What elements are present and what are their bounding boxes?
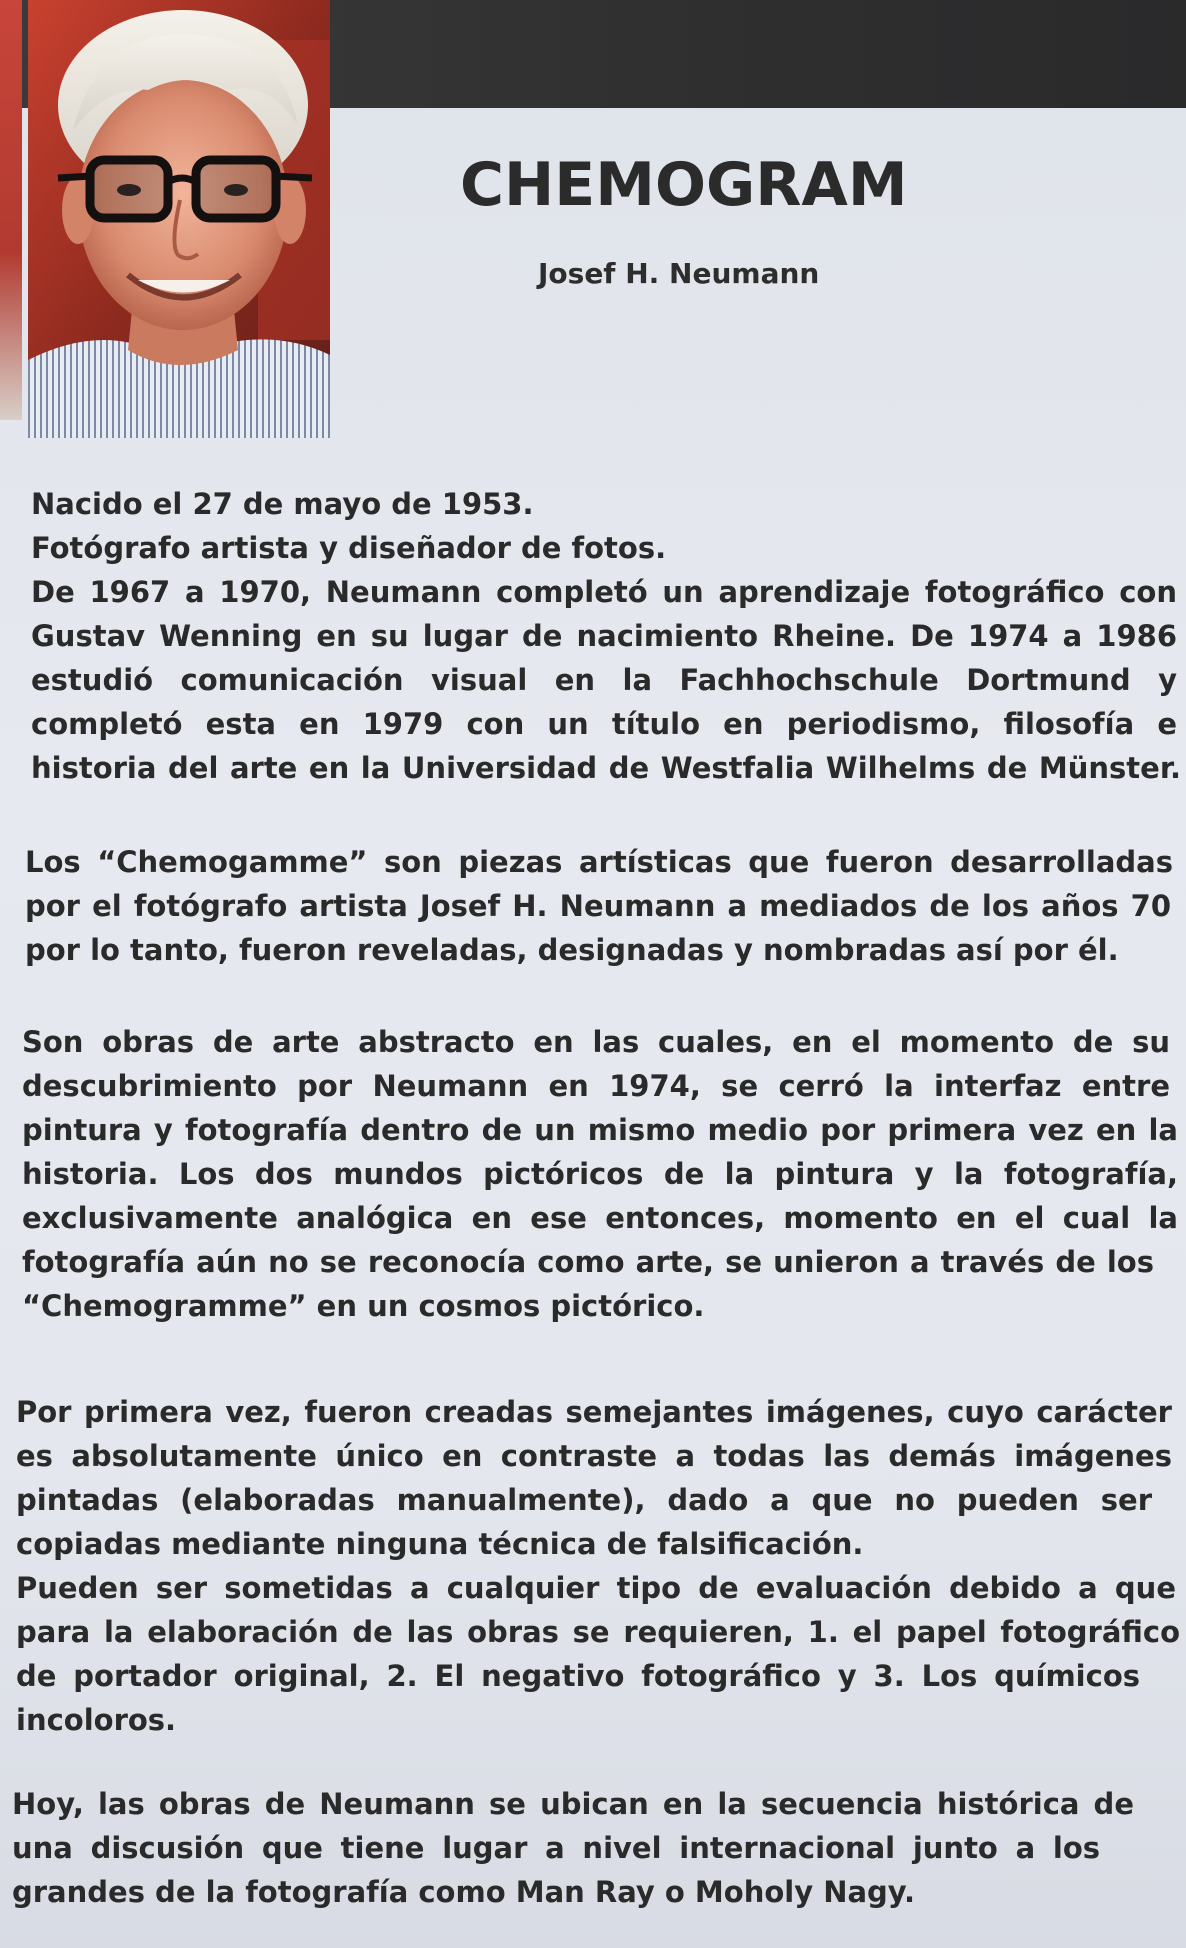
unique-line: pintadas (elaboradas manualmente), dado a que no pueden ser — [16, 1483, 1152, 1517]
abstract-line: exclusivamente analógica en ese entonces, momento en el cual la — [22, 1201, 1178, 1235]
unique-line: Pueden ser sometidas a cualquier tipo de evaluación debido a que — [16, 1571, 1176, 1605]
abstract-line: Son obras de arte abstracto en las cuales, en el momento de su — [22, 1025, 1170, 1059]
bio-paragraph — [31, 482, 1183, 790]
abstract-line: pintura y fotografía dentro de un mismo medio por primera vez en la — [22, 1113, 1178, 1147]
bio-line: De 1967 a 1970, Neumann completó un aprendizaje fotográfico con — [31, 575, 1177, 609]
unique-line: para la elaboración de las obras se requieren, 1. el papel fotográfico — [16, 1615, 1180, 1649]
unique-line: de portador original, 2. El negativo fotográfico y 3. Los químicos — [16, 1659, 1140, 1693]
today-line: grandes de la fotografía como Man Ray o Moholy Nagy. — [12, 1875, 916, 1909]
abstract-paragraph — [22, 1020, 1182, 1328]
author-name: Josef H. Neumann — [538, 257, 820, 290]
today-line: una discusión que tiene lugar a nivel internacional junto a los — [12, 1831, 1100, 1865]
intro-line: por lo tanto, fueron reveladas, designadas y nombradas así por él. — [25, 933, 1119, 967]
portrait-photo-icon — [28, 0, 330, 438]
abstract-line: fotografía aún no se reconocía como arte, se unieron a través de los — [22, 1245, 1154, 1279]
today-paragraph — [12, 1782, 1182, 1914]
intro-paragraph — [25, 840, 1175, 972]
bio-line: historia del arte en la Universidad de Westfalia Wilhelms de Münster. — [31, 751, 1181, 785]
unique-paragraph — [16, 1390, 1182, 1742]
unique-line: es absolutamente único en contraste a todas las demás imágenes — [16, 1439, 1172, 1473]
page-title: CHEMOGRAM — [460, 150, 908, 220]
intro-line: por el fotógrafo artista Josef H. Neumann a mediados de los años 70 — [25, 889, 1171, 923]
intro-line: Los “Chemogamme” son piezas artísticas que fueron desarrolladas — [25, 845, 1173, 879]
unique-line: Por primera vez, fueron creadas semejantes imágenes, cuyo carácter — [16, 1395, 1172, 1429]
today-line: Hoy, las obras de Neumann se ubican en la secuencia histórica de — [12, 1787, 1134, 1821]
bio-line: Gustav Wenning en su lugar de nacimiento Rheine. De 1974 a 1986 — [31, 619, 1177, 653]
bio-line: estudió comunicación visual en la Fachhochschule Dortmund y — [31, 663, 1177, 697]
portrait-photo — [28, 0, 330, 438]
bio-line: Nacido el 27 de mayo de 1953. — [31, 487, 534, 521]
abstract-line: “Chemogramme” en un cosmos pictórico. — [22, 1289, 705, 1323]
unique-line: copiadas mediante ninguna técnica de falsificación. — [16, 1527, 864, 1561]
bio-line: completó esta en 1979 con un título en periodismo, filosofía e — [31, 707, 1177, 741]
abstract-line: historia. Los dos mundos pictóricos de la pintura y la fotografía, — [22, 1157, 1178, 1191]
bio-line: Fotógrafo artista y diseñador de fotos. — [31, 531, 667, 565]
unique-line: incoloros. — [16, 1703, 177, 1737]
abstract-line: descubrimiento por Neumann en 1974, se cerró la interfaz entre — [22, 1069, 1170, 1103]
left-wall-edge — [0, 0, 22, 420]
